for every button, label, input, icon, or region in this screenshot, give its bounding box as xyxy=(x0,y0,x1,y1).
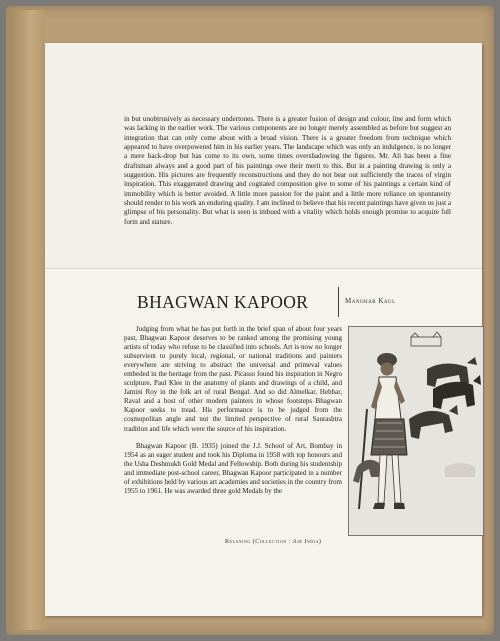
body-paragraph-1: Judging from what he has put forth in the brief span of about four years past, Bhagwan Kapoor deserves to be ranked among the promising young artists of today who refuse to be classified into schools. Art is now no longer subservient to purely local, regional, or national traditions and painters everywhere are striving to abstract the universal and primeval values embeded in the heritage from the past. Picasso found his inspiration in Negro sculpture, Paul Klee in the anatomy of plants and drawings of a child, and Jamini Roy in the folk art of rural Bengal. And so did Almelkar, Hebbar, Raval and a host of other modern painters in whose footsteps Bhagwan Kapoor seeks to tread. His performance is to be judged from the cosmopolitan angle and not the limited perspective of rural Saurashtra tradition and life which were the source of his inspiration. xyxy=(124,325,342,433)
upper-paragraph: in but unobtrusively as necessary undertones. There is a greater fusion of design and colour, line and form which was lacking in the earlier work. The various components are no longer merely assembled as before but suggest an integration that can only come about with a broad vision. There is a greater freedom from technique which appeared to have overpowered him in his earlier years. The landscape which was only an indulgence, is no longer a mere back-drop but has come to its own, some times overshadowing the figures. Mr. Ali has been a fine draftsman always and a good part of his paintings owe their merit to this. But in a painting drawing is only a suggestion. His pictures are frequently reconstructions and they do not bear out sufficiently the traces of virgin inspiration. This exaggerated drawing and cogitated composition give to some of his paintings a certain kind of immobility which is better avoided. A little more passion for the paint and a little more reliance on spontaneity should render to his work an enduring quality. I am inclined to believe that his recent paintings have given us just a glimpse of his personality. But what is seen is imbued with a vitality which holds enough promise to acquire full form and stature. xyxy=(124,115,451,226)
magazine-page xyxy=(45,43,482,616)
figure-caption: Relaxing (Collection : Air India) xyxy=(225,539,322,545)
previous-article-text xyxy=(124,115,451,227)
article-body xyxy=(124,325,342,504)
painting-illustration xyxy=(348,326,484,536)
title-divider xyxy=(338,287,339,317)
article-author: Manohar Kaul xyxy=(345,297,396,305)
painting-figure-with-goats xyxy=(349,327,483,535)
article-title: BHAGWAN KAPOOR xyxy=(137,292,309,312)
section-divider xyxy=(45,268,482,269)
binding-edge xyxy=(9,10,45,630)
body-paragraph-2: Bhagwan Kapoor (B. 1935) joined the J.J. School of Art, Bombay in 1954 as an eager student and took his Diploma in 1958 with top honours and the Usha Deshmukh Gold Medal and Fellowship. Both during his studentship and immediate post-school career, Bhagwan Kapoor participated in a number of exhibitions held by various art academies and societies in the country from 1955 to 1961. He was awarded three gold Medals by the xyxy=(124,441,342,495)
